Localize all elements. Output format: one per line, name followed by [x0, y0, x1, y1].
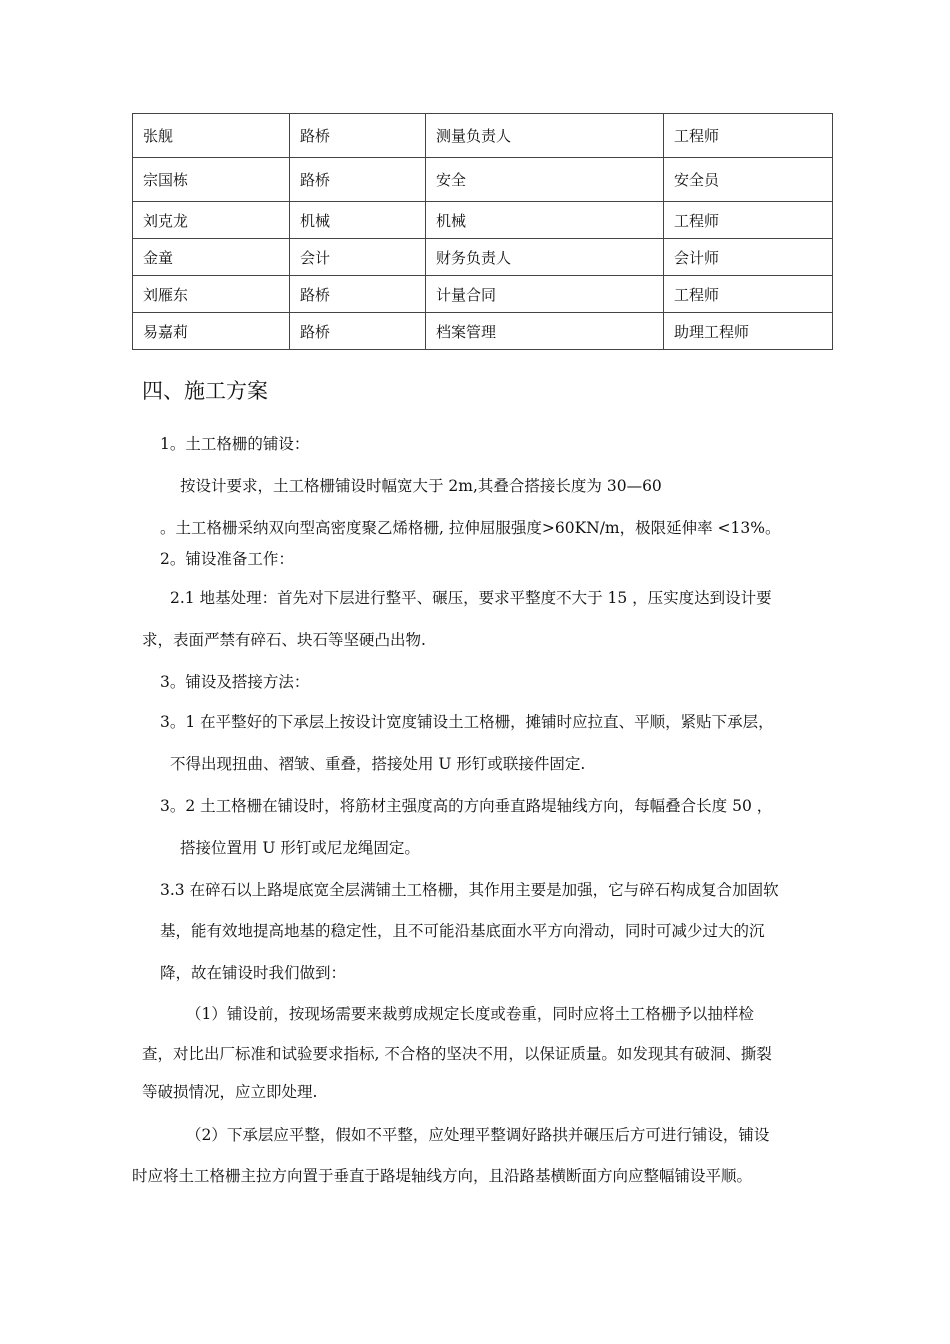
paragraph-line: 3。铺设及搭接方法：	[160, 673, 310, 691]
table-cell-title: 会计师	[664, 239, 833, 276]
table-cell-title: 工程师	[664, 114, 833, 158]
table-row	[133, 239, 833, 276]
table-cell-name: 易嘉莉	[133, 313, 290, 350]
table-cell-title: 工程师	[664, 276, 833, 313]
table-cell-dept: 会计	[290, 239, 426, 276]
paragraph-line: 按设计要求，土工格栅铺设时幅宽大于 2m,其叠合搭接长度为 30—60	[180, 477, 662, 495]
paragraph-line: 3。2 土工格栅在铺设时，将筋材主强度高的方向垂直路堤轴线方向，每幅叠合长度 50 ，	[160, 797, 773, 815]
paragraph-line: （1）铺设前，按现场需要来裁剪成规定长度或卷重，同时应将土工格栅予以抽样检	[186, 1005, 754, 1023]
table-cell-dept: 路桥	[290, 114, 426, 158]
paragraph-line: 搭接位置用 U 形钉或尼龙绳固定。	[180, 839, 420, 857]
paragraph-line: 时应将土工格栅主拉方向置于垂直于路堤轴线方向，且沿路基横断面方向应整幅铺设平顺。	[132, 1167, 753, 1185]
paragraph-line: 基，能有效地提高地基的稳定性，且不可能沿基底面水平方向滑动，同时可减少过大的沉	[160, 922, 765, 940]
table-row	[133, 313, 833, 350]
table-cell-title: 工程师	[664, 202, 833, 239]
table-cell-role: 计量合同	[426, 276, 664, 313]
table-cell-dept: 路桥	[290, 276, 426, 313]
table-cell-dept: 机械	[290, 202, 426, 239]
paragraph-line: 不得出现扭曲、褶皱、重叠，搭接处用 U 形钉或联接件固定.	[170, 755, 586, 773]
table-cell-name: 张舰	[133, 114, 290, 158]
table-cell-dept: 路桥	[290, 158, 426, 202]
table-cell-role: 测量负责人	[426, 114, 664, 158]
paragraph-line: 求，表面严禁有碎石、块石等坚硬凸出物.	[142, 631, 426, 649]
table-cell-role: 档案管理	[426, 313, 664, 350]
paragraph-line: 降，故在铺设时我们做到：	[160, 964, 347, 982]
table-row	[133, 114, 833, 158]
paragraph-line: 2.1 地基处理：首先对下层进行整平、碾压，要求平整度不大于 15 ，压实度达到设计要	[170, 589, 772, 607]
table-cell-role: 安全	[426, 158, 664, 202]
table-cell-role: 财务负责人	[426, 239, 664, 276]
paragraph-line: 。土工格栅采纳双向型高密度聚乙烯格栅, 拉伸屈服强度>60KN/m，极限延伸率 <13%。	[160, 519, 781, 537]
paragraph-line: 查，对比出厂标准和试验要求指标, 不合格的坚决不用，以保证质量。如发现其有破洞、撕裂	[142, 1045, 772, 1063]
section-heading: 四、施工方案	[142, 379, 268, 403]
paragraph-line: （2）下承层应平整，假如不平整，应处理平整调好路拱并碾压后方可进行铺设，铺设	[186, 1126, 770, 1144]
table-cell-role: 机械	[426, 202, 664, 239]
table-row	[133, 276, 833, 313]
paragraph-line: 2。铺设准备工作：	[160, 550, 294, 568]
table-cell-title: 安全员	[664, 158, 833, 202]
table-cell-name: 刘克龙	[133, 202, 290, 239]
table-row	[133, 202, 833, 239]
paragraph-line: 1。土工格栅的铺设：	[160, 435, 310, 453]
table-cell-title: 助理工程师	[664, 313, 833, 350]
table-cell-dept: 路桥	[290, 313, 426, 350]
table-cell-name: 刘雁东	[133, 276, 290, 313]
table-row	[133, 158, 833, 202]
paragraph-line: 3.3 在碎石以上路堤底宽全层满铺土工格栅，其作用主要是加强，它与碎石构成复合加固软	[160, 881, 779, 899]
table-cell-name: 金童	[133, 239, 290, 276]
paragraph-line: 等破损情况，应立即处理.	[142, 1083, 318, 1101]
paragraph-line: 3。1 在平整好的下承层上按设计宽度铺设土工格栅，摊铺时应拉直、平顺，紧贴下承层，	[160, 713, 774, 731]
staff-table	[132, 113, 833, 350]
table-cell-name: 宗国栋	[133, 158, 290, 202]
